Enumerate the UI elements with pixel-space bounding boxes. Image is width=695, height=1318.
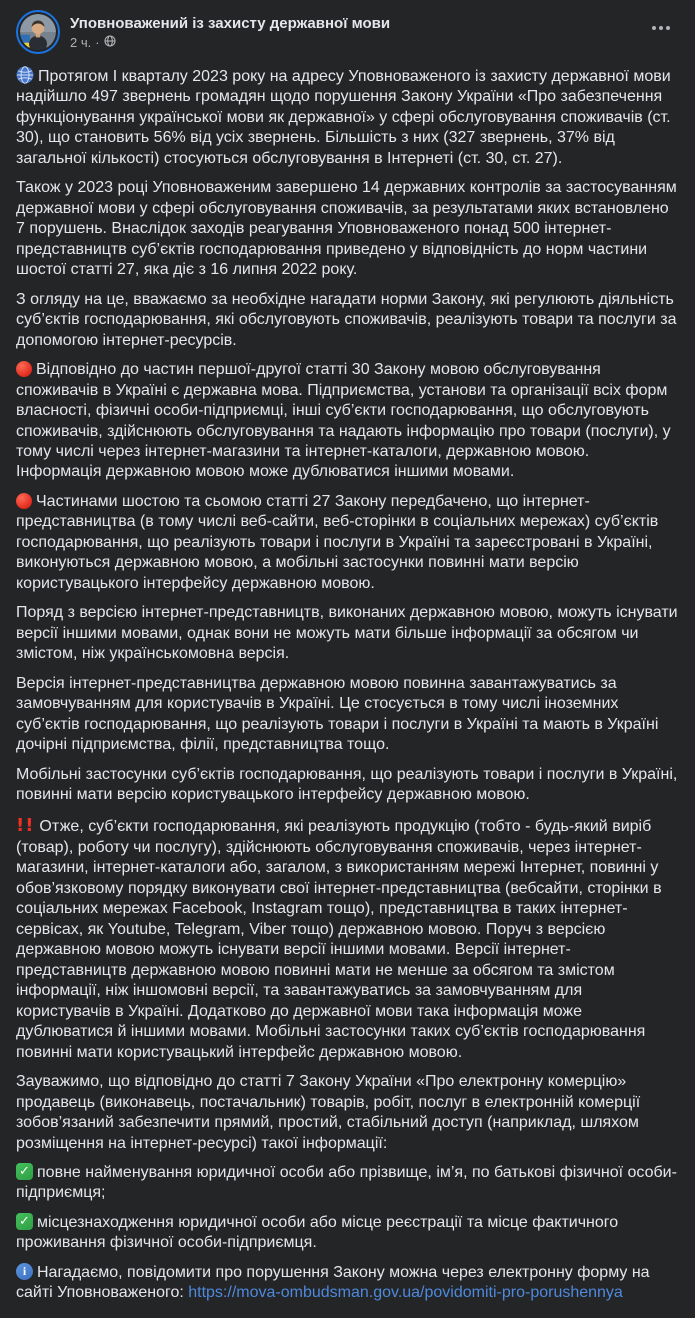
avatar-photo [20,14,56,50]
paragraph-text: Нагадаємо, повідомити про порушення Закону можна через електронну форму на сайті Уповноваженого: [16,1263,650,1302]
paragraph-text: Отже, суб’єкти господарювання, які реалізують продукцію (тобто - будь-який виріб (товар), роботу чи послугу), здійснюють обслуговування споживачів, через інтернет-магазини, інтернет-каталоги або, загалом, з використанням мережі Інтернет, повинні у обов’язковому порядку виконувати свої інтернет-представництва (вебсайти, сторінки в соціальних мережах Facebook, Instagram тощо), представництва в таких інтернет-сервісах, як Youtube, Telegram, Viber тощо) державною мовою. Поруч з версією державною мовою можуть існувати версії іншими мовами. Версії інтернет-представництв державною мовою повинні мати не менше за обсягом та змістом інформації, ніж іншомовні версії, та завантажуватись за замовчуванням для користувачів в Україні. Додатково до державної мови така інформація може дублюватися й іншими мовами. Мобільні застосунки таких суб’єктів господарювання повинні мати користувацький інтерфейс державною мовою. [16,818,662,1061]
timestamp[interactable]: 2 ч. [70,34,92,50]
paragraph-text: Протягом І кварталу 2023 року на адресу Уповноваженого із захисту державної мови надійшло 497 звернень громадян щодо порушення Закону України «Про забезпечення функціонування української мови як державної» у сфері обслуговування споживачів (ст. 30), що становить 56% від усіх звернень. Більшість з них (327 звернень, 37% від загальної кількості) стосуються обслуговування в Інтернеті (ст. 30, ст. 27). [16,68,671,167]
paragraph-text: повне найменування юридичної особи або прізвище, ім’я, по батькові фізичної особи-підприємця; [16,1163,677,1202]
paragraph-text: Відповідно до частин першої-другої статті 30 Закону мовою обслуговування споживачів в Україні є державна мова. Підприємства, установи та організації всіх форм власності, фізичні особи-підприємці, інші суб’єкти господарювання, що обслуговують споживачів, здійснюють обслуговування та надають інформацію про товари (послуги), у тому числі через інтернет-магазини та інтернет-каталоги, державною мовою. Інформація державною мовою може дублюватися іншими мовами. [16,361,671,481]
red-circle-icon [16,493,32,509]
paragraph-text: місцезнаходження юридичної особи або місце реєстрації та місце фактичного проживання фізичної особи-підприємця. [16,1213,619,1252]
post-paragraph [16,1263,679,1304]
paragraph-text: Також у 2023 році Уповноваженим завершено 14 державних контролів за застосуванням державної мови у сфері обслуговування споживачів, за результатами яких встановлено 7 порушень. Внаслідок заходів реагування Уповноваженого понад 500 інтернет-представництв суб’єктів господарювання приведено у відповідність до норм частини шостої статті 27, яка діє з 16 липня 2022 року. [16,179,677,279]
post-paragraph [16,178,679,280]
post-header [0,0,695,60]
post-paragraph [16,66,679,169]
check-icon [16,1163,33,1180]
header-text [70,14,390,51]
info-icon [16,1263,33,1280]
page-name-link[interactable]: Уповноважений із захисту державної мови [70,14,391,32]
privacy-globe-icon [104,35,116,51]
post-paragraph [16,674,679,756]
post-paragraph [16,603,679,664]
post-meta [70,35,390,51]
post-paragraph [16,765,679,806]
post-link[interactable]: https://mova-ombudsman.gov.ua/povidomiti-pro-porushennya [188,1284,623,1302]
meta-separator: · [95,34,100,50]
paragraph-text: Версія інтернет-представництва державною мовою повинна завантажуватись за замовчуванням для користувачів в Україні. Це стосується в тому числі іноземних суб’єктів господарювання, що реалізують товари і послуги в Україні та мають в Україні дочірні підприємства, філії, представництва тощо. [16,674,659,754]
paragraph-text: Поряд з версією інтернет-представництв, виконаних державною мовою, можуть існувати версії іншими мовами, однак вони не можуть мати більше інформації за обсягом чи змістом, ніж українськомовна версія. [16,604,678,663]
more-options-button[interactable] [645,16,677,40]
post-paragraph [16,492,679,594]
post-paragraph [16,814,679,1063]
paragraph-text: Зауважимо, що відповідно до статті 7 Закону України «Про електронну комерцію» продавець (виконавець, постачальник) товарів, робіт, послуг в електронній комерції зобов’язаний забезпечити прямий, простий, стабільний доступ (наприклад, шляхом розміщення на інтернет-ресурсі) такої інформації: [16,1073,641,1152]
post-paragraph [16,290,679,351]
red-circle-icon [16,361,32,377]
post-body [0,60,695,1318]
check-icon [16,1213,33,1230]
ellipsis-icon [659,26,663,30]
paragraph-text: Мобільні застосунки суб’єктів господарювання, що реалізують товари і послуги в Україні, повинні мати версію користувацького інтерфейсу державною мовою. [16,765,678,803]
post-paragraph [16,1213,679,1254]
double-exclamation-icon [16,814,34,837]
globe-icon [16,66,34,84]
paragraph-text: Частинами шостою та сьомою статті 27 Закону передбачено, що інтернет-представництва (в тому числі веб-сайти, веб-сторінки в соціальних мережах) суб’єктів господарювання, що реалізують товари і послуги в Україні та зареєстровані в Україні, виконуються державною мовою, а мобільні застосунки повинні мати версію користувацького інтерфейсу державною мовою. [16,492,659,592]
paragraph-text: З огляду на це, вважаємо за необхідне нагадати норми Закону, які регулюють діяльність суб’єктів господарювання, які обслуговують споживачів, реалізують товари та послуги за допомогою інтернет-ресурсів. [16,290,677,349]
post-paragraph [16,360,679,483]
avatar[interactable] [16,10,60,54]
post-paragraph [16,1163,679,1204]
post-paragraph [16,1072,679,1154]
